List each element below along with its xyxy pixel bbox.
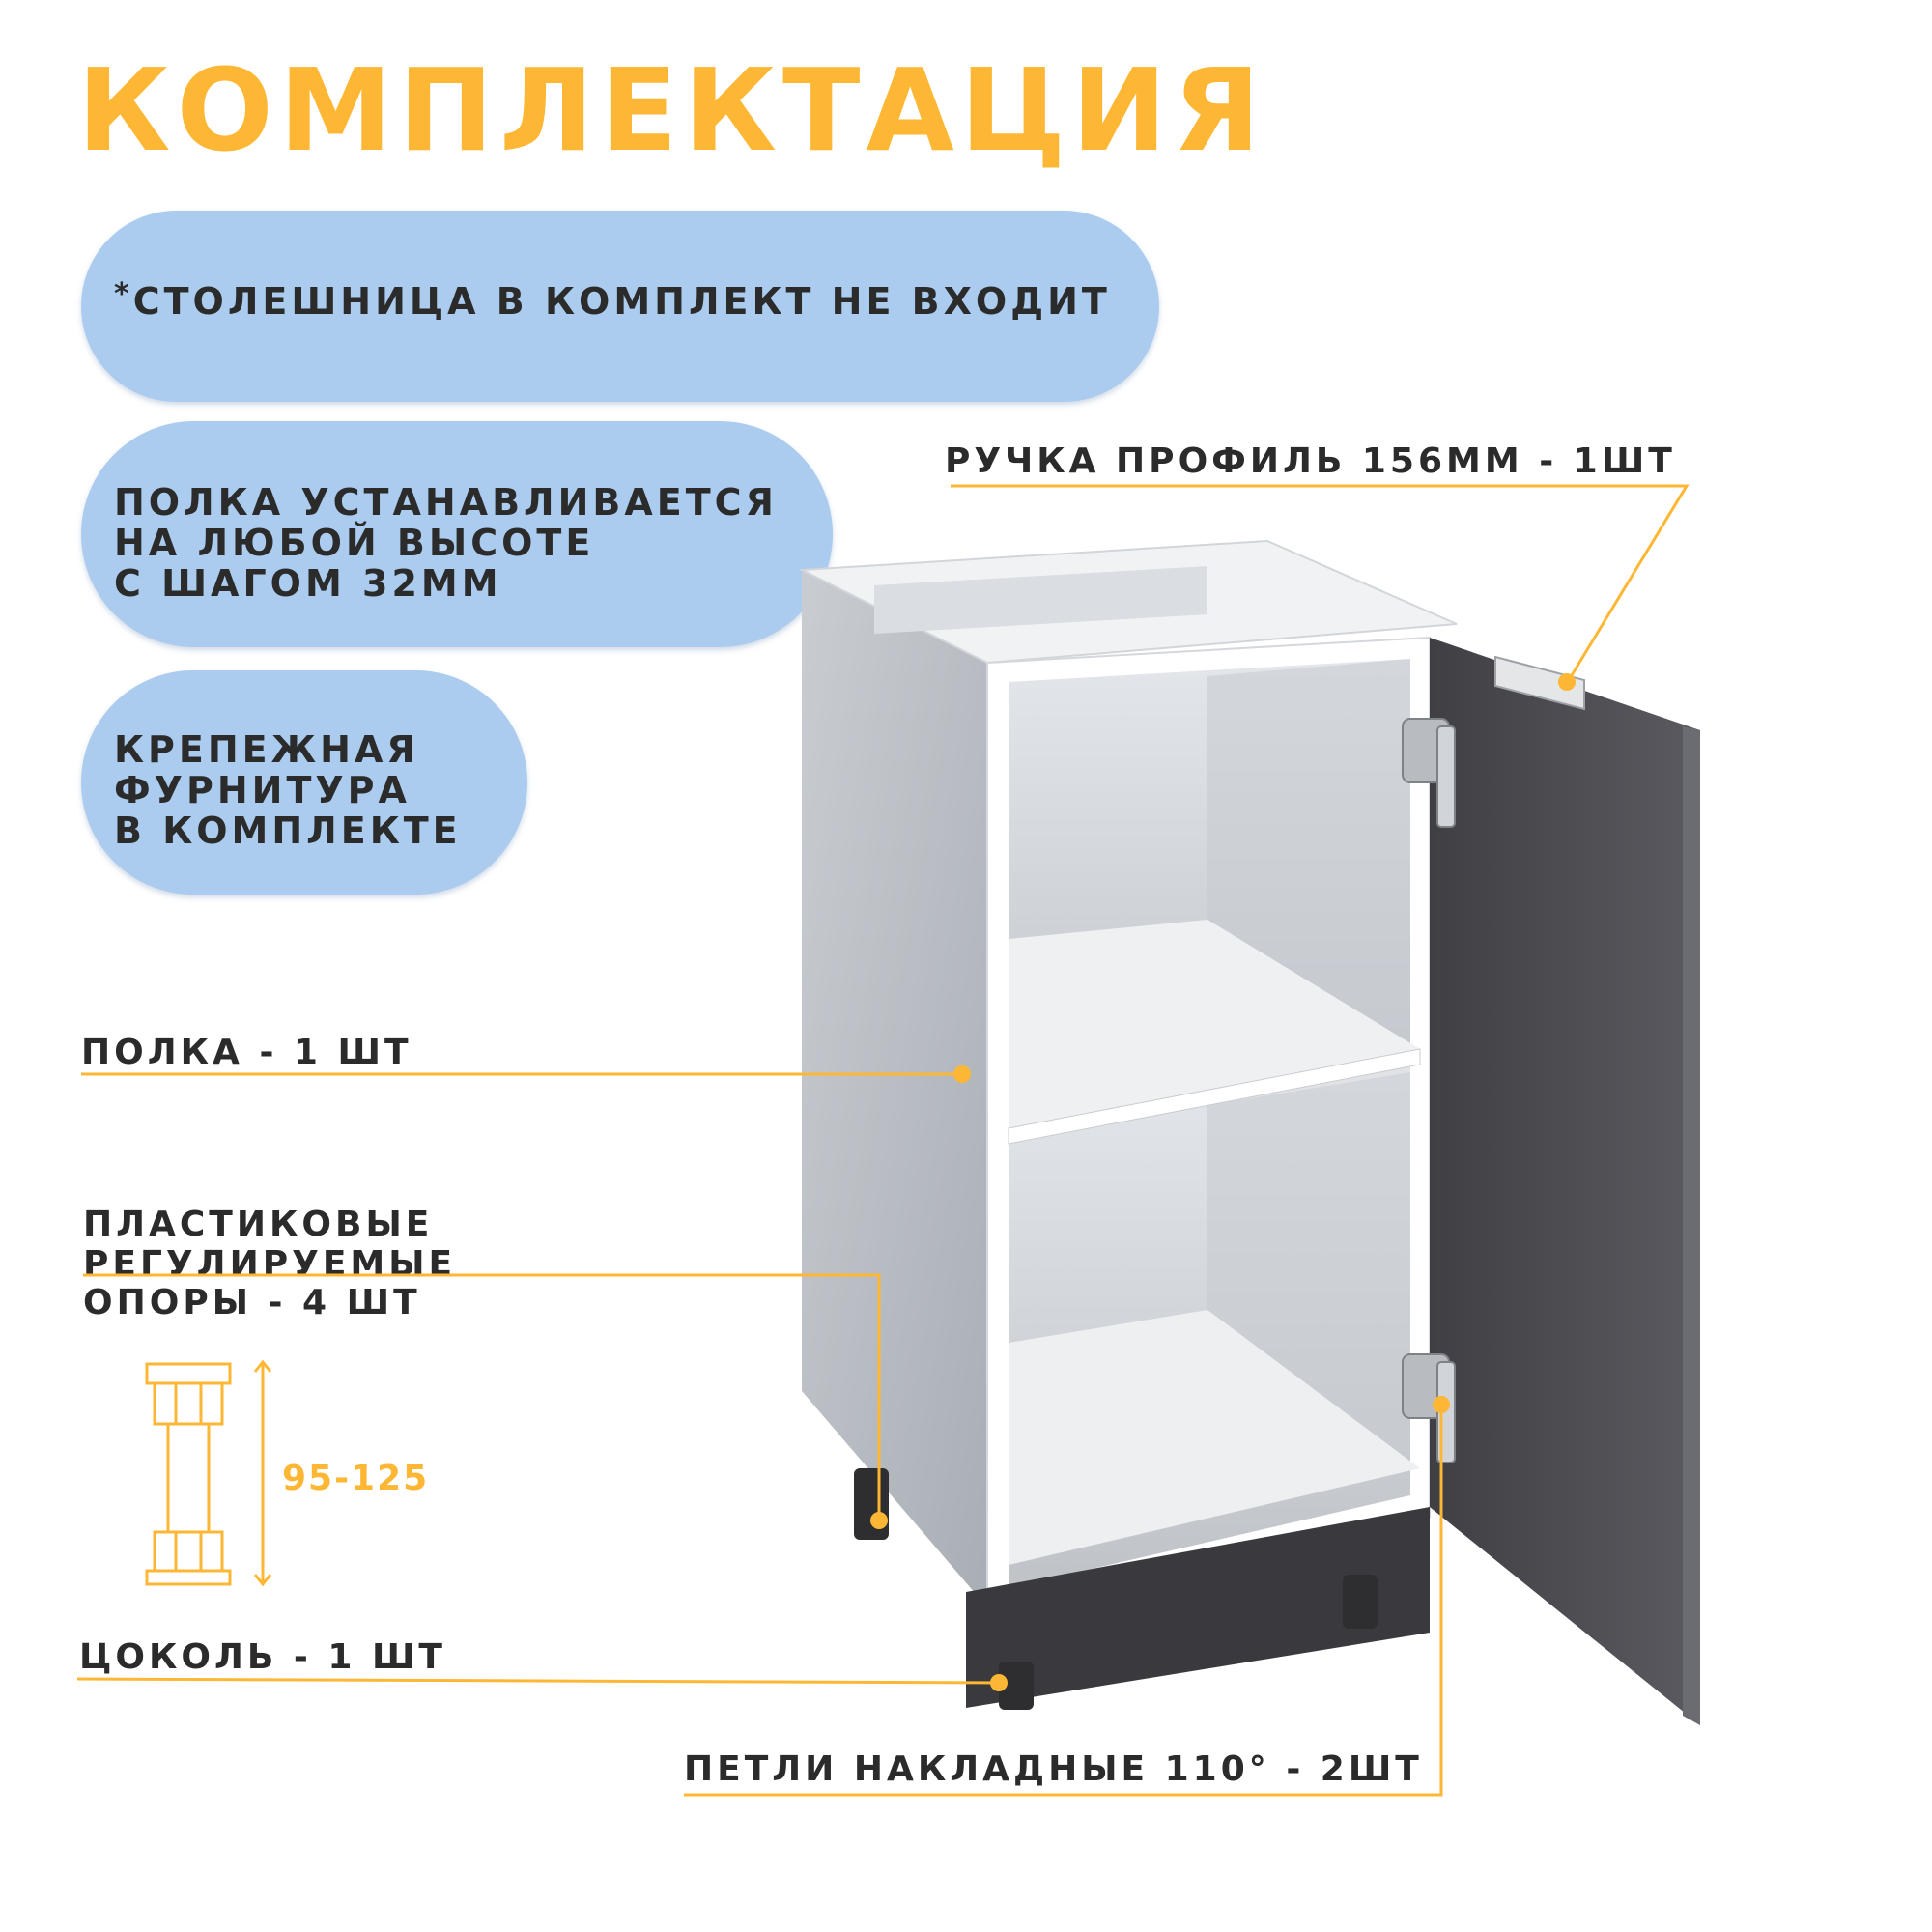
dot-hinges: [1433, 1396, 1450, 1413]
leg-front-center: [1343, 1575, 1378, 1629]
leader-legs: [83, 1275, 879, 1520]
cabinet-door: [1430, 638, 1700, 1725]
dot-shelf: [953, 1065, 971, 1083]
cabinet-side-panel: [802, 570, 987, 1607]
door-edge: [1683, 726, 1700, 1725]
dot-legs: [870, 1512, 888, 1529]
leg-height-range: 95-125: [282, 1459, 430, 1498]
note-countertop-text: СТОЛЕШНИЦА В КОМПЛЕКТ НЕ ВХОДИТ: [132, 280, 1111, 323]
label-legs: ПЛАСТИКОВЫЕ РЕГУЛИРУЕМЫЕ ОПОРЫ - 4 ШТ: [83, 1205, 457, 1323]
label-plinth: ЦОКОЛЬ - 1 ШТ: [79, 1637, 446, 1677]
note-hardware: КРЕПЕЖНАЯ ФУРНИТУРА В КОМПЛЕКТЕ: [114, 728, 462, 852]
label-handle: РУЧКА ПРОФИЛЬ 156ММ - 1ШТ: [945, 441, 1676, 481]
note-shelf-height: ПОЛКА УСТАНАВЛИВАЕТСЯ НА ЛЮБОЙ ВЫСОТЕ С ШАГОМ 32ММ: [114, 481, 778, 605]
label-hinges: ПЕТЛИ НАКЛАДНЫЕ 110° - 2ШТ: [684, 1749, 1423, 1789]
dot-handle: [1558, 673, 1576, 691]
leg-back-left: [854, 1468, 889, 1540]
label-shelf: ПОЛКА - 1 ШТ: [81, 1033, 412, 1072]
dot-plinth: [990, 1674, 1008, 1691]
page-title: КОМПЛЕКТАЦИЯ: [77, 43, 1266, 177]
leader-plinth: [77, 1679, 999, 1683]
asterisk-mark: *: [114, 277, 133, 311]
leg-diagram: [147, 1362, 270, 1584]
